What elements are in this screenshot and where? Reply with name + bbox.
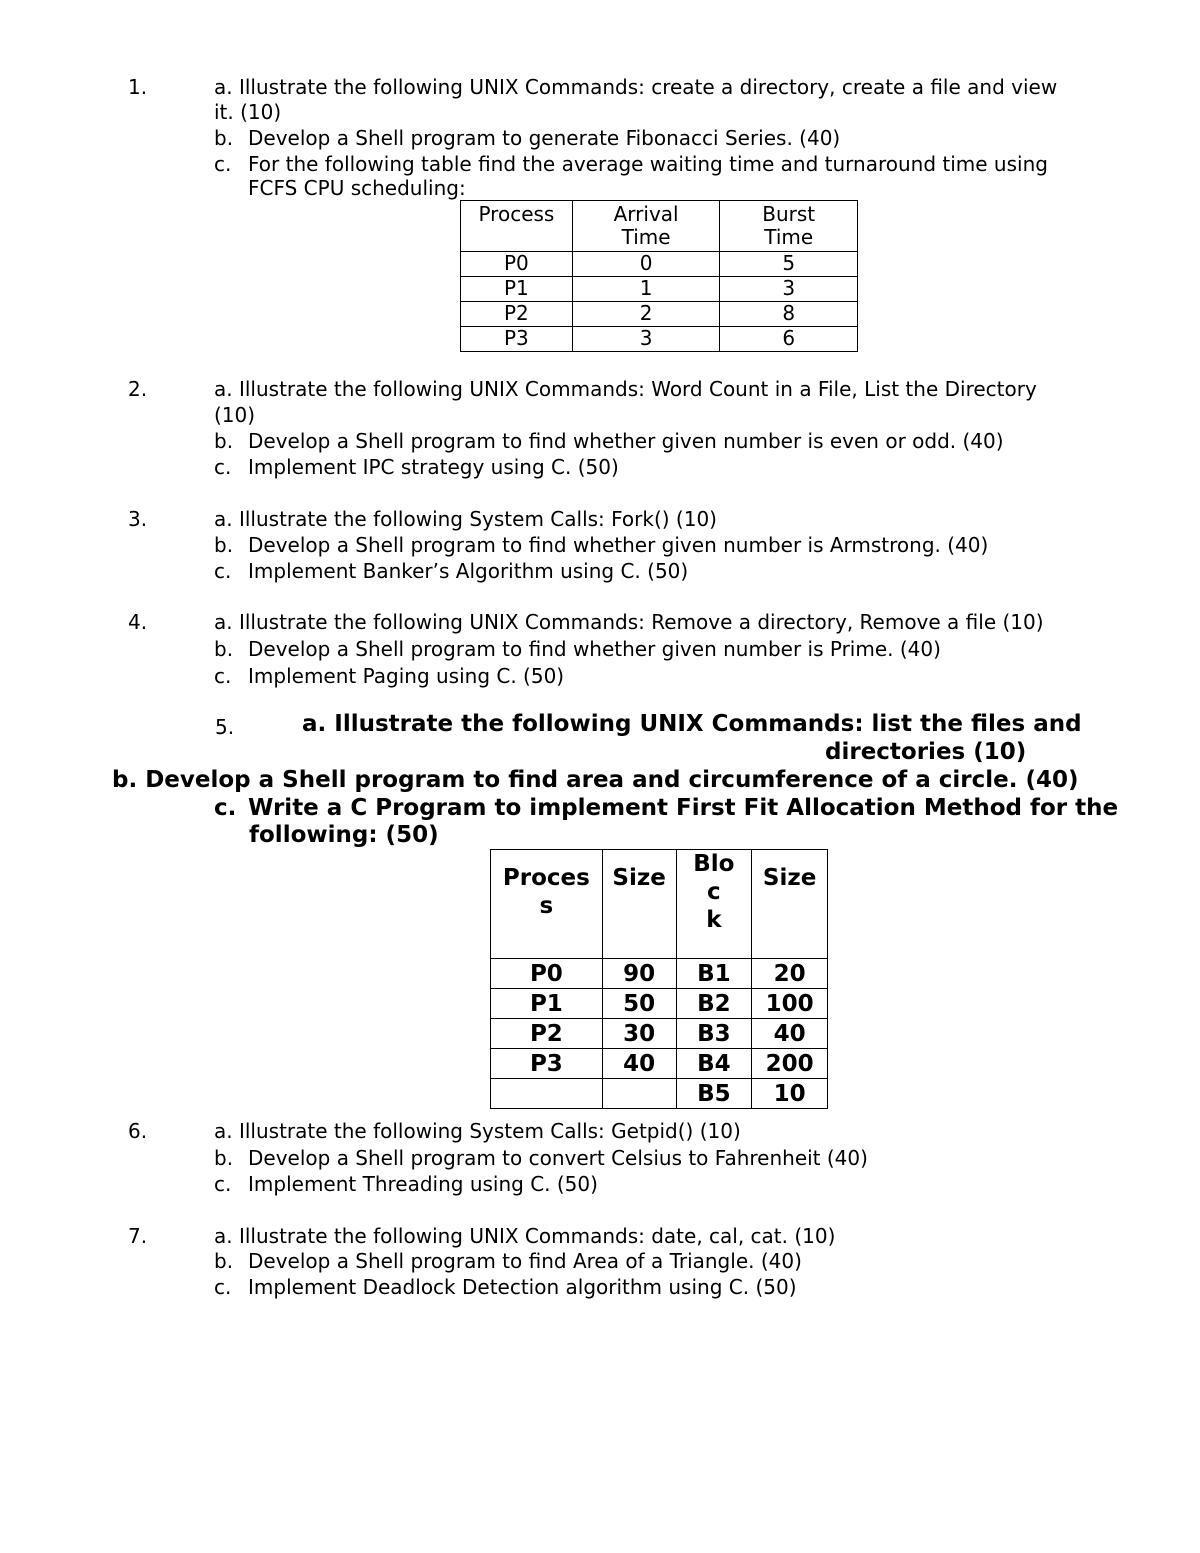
table-row [491,1019,828,1049]
table-row [491,959,828,989]
question-2c-text: Implement IPC strategy using C. (50) [248,455,619,479]
question-4b-text: Develop a Shell program to find whether given number is Prime. (40) [248,637,941,661]
question-4c-text: Implement Paging using C. (50) [248,664,565,688]
question-7c [214,1274,797,1300]
question-1b-text: Develop a Shell program to generate Fibonacci Series. (40) [248,126,841,150]
first-fit-cell-process: P2 [491,1019,603,1049]
question-7c-label: c. [214,1275,232,1299]
first-fit-cell-block-size: 200 [752,1049,828,1079]
question-2b [214,428,1004,454]
first-fit-cell-process [491,1079,603,1109]
first-fit-header-process-line-1: Proces [502,865,590,891]
fcfs-header-burst-line-2: Time [764,225,814,249]
first-fit-header-process-line-2: s [539,893,554,919]
question-5c-text-line-1: Write a C Program to implement First Fit Allocation Method for the [248,795,1119,821]
question-7b-label: b. [214,1249,234,1273]
question-2c-label: c. [214,455,232,479]
first-fit-cell-process: P3 [491,1049,603,1079]
first-fit-table [490,849,828,1109]
first-fit-cell-block: B2 [676,989,752,1019]
question-7c-text: Implement Deadlock Detection algorithm using C. (50) [248,1275,797,1299]
first-fit-header-block-line-3: k [706,907,722,933]
question-5b: b. Develop a Shell program to find area and circumference of a circle. (40) [112,767,1079,793]
question-4b [214,636,941,662]
question-1c-text-line-2: FCFS CPU scheduling: [248,176,466,200]
question-6-number: 6. [128,1119,148,1143]
question-6b [214,1145,868,1171]
fcfs-cell-arrival: 3 [572,327,720,352]
fcfs-table-header-row [461,201,858,252]
question-6c-label: c. [214,1172,232,1196]
question-1c-label: c. [214,152,232,176]
fcfs-header-burst-line-1: Burst [762,202,816,226]
question-3a: a. Illustrate the following System Calls: Fork() (10) [214,507,717,531]
question-7b-text: Develop a Shell program to find Area of a Triangle. (40) [248,1249,802,1273]
first-fit-cell-size: 50 [602,989,676,1019]
question-4a: a. Illustrate the following UNIX Commands: Remove a directory, Remove a file (10) [214,610,1044,634]
first-fit-header-process [491,850,603,959]
first-fit-header-block-size-text: Size [762,865,817,891]
question-1-number: 1. [128,75,148,99]
question-5a-line-2: directories (10) [825,739,1027,765]
question-3-number: 3. [128,507,148,531]
question-1b-label: b. [214,126,234,150]
question-3b [214,532,988,558]
first-fit-cell-size [602,1079,676,1109]
question-3b-label: b. [214,533,234,557]
first-fit-cell-block-size: 40 [752,1019,828,1049]
fcfs-cell-process: P1 [461,277,573,302]
question-5-number: 5. [215,715,235,739]
question-6c-text: Implement Threading using C. (50) [248,1172,598,1196]
first-fit-cell-size: 40 [602,1049,676,1079]
first-fit-cell-process: P0 [491,959,603,989]
first-fit-header-size [602,850,676,959]
question-5a-line-1: a. Illustrate the following UNIX Commands: list the files and [302,711,1082,737]
fcfs-cell-burst: 5 [720,252,858,277]
first-fit-header-size-text: Size [612,865,666,891]
question-5c-text-line-2: following: (50) [249,822,439,848]
table-row [491,1079,828,1109]
first-fit-header-block-line-1: Blo [693,851,735,877]
first-fit-header-block-line-2: c [707,879,721,905]
first-fit-cell-block: B3 [676,1019,752,1049]
fcfs-header-arrival [572,201,720,252]
question-1b [214,125,840,151]
question-4-number: 4. [128,610,148,634]
question-3c-label: c. [214,559,232,583]
fcfs-header-arrival-line-2: Time [621,225,671,249]
question-2b-text: Develop a Shell program to find whether given number is even or odd. (40) [248,429,1004,453]
fcfs-cell-burst: 3 [720,277,858,302]
table-row [461,327,858,352]
fcfs-header-process [461,201,573,252]
fcfs-cell-burst: 6 [720,327,858,352]
question-3c [214,558,688,584]
first-fit-cell-block-size: 100 [752,989,828,1019]
question-7-number: 7. [128,1224,148,1248]
question-2a-line-2: (10) [214,403,256,427]
fcfs-cell-process: P0 [461,252,573,277]
first-fit-cell-block: B1 [676,959,752,989]
question-3c-text: Implement Banker’s Algorithm using C. (50) [248,559,689,583]
question-3b-text: Develop a Shell program to find whether given number is Armstrong. (40) [248,533,989,557]
fcfs-header-process-text: Process [478,202,555,226]
fcfs-header-arrival-line-1: Arrival [613,202,679,226]
question-1a-line-2: it. (10) [214,100,282,124]
question-2c [214,454,619,480]
first-fit-cell-process: P1 [491,989,603,1019]
fcfs-header-burst [720,201,858,252]
fcfs-cell-process: P2 [461,302,573,327]
first-fit-cell-block: B4 [676,1049,752,1079]
question-6b-label: b. [214,1146,234,1170]
fcfs-table [460,200,858,352]
first-fit-cell-block: B5 [676,1079,752,1109]
question-6b-text: Develop a Shell program to convert Celsius to Fahrenheit (40) [248,1146,868,1170]
question-2b-label: b. [214,429,234,453]
table-row [491,989,828,1019]
question-7b [214,1248,802,1274]
first-fit-cell-block-size: 20 [752,959,828,989]
fcfs-cell-process: P3 [461,327,573,352]
first-fit-cell-size: 30 [602,1019,676,1049]
question-1a-line-1: a. Illustrate the following UNIX Commands: create a directory, create a file and view [214,75,1058,99]
table-row [491,1049,828,1079]
question-4b-label: b. [214,637,234,661]
question-4c-label: c. [214,664,232,688]
question-1c [214,151,1048,177]
table-row [461,302,858,327]
fcfs-cell-burst: 8 [720,302,858,327]
table-row [461,252,858,277]
fcfs-cell-arrival: 0 [572,252,720,277]
question-1c-text-line-1: For the following table find the average waiting time and turnaround time using [248,152,1048,176]
first-fit-header-block [676,850,752,959]
question-7a: a. Illustrate the following UNIX Commands: date, cal, cat. (10) [214,1224,836,1248]
fcfs-cell-arrival: 2 [572,302,720,327]
first-fit-header-row [491,850,828,959]
question-6a: a. Illustrate the following System Calls: Getpid() (10) [214,1119,741,1143]
question-4c [214,663,564,689]
question-5c [214,794,1118,822]
question-6c [214,1171,598,1197]
fcfs-cell-arrival: 1 [572,277,720,302]
first-fit-cell-block-size: 10 [752,1079,828,1109]
question-2a-line-1: a. Illustrate the following UNIX Commands: Word Count in a File, List the Directory [214,377,1037,401]
table-row [461,277,858,302]
question-5c-label: c. [214,795,237,821]
question-2-number: 2. [128,377,148,401]
first-fit-cell-size: 90 [602,959,676,989]
first-fit-header-block-size [752,850,828,959]
